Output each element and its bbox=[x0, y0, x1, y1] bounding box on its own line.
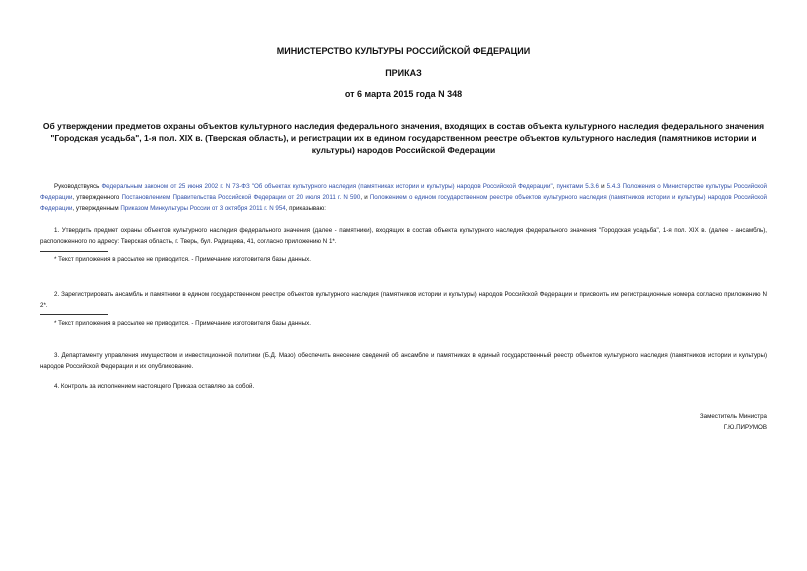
preamble-text: , и bbox=[360, 194, 370, 201]
document-date-number: от 6 марта 2015 года N 348 bbox=[344, 89, 463, 99]
preamble-text: , утвержденного bbox=[72, 194, 122, 201]
item-3-paragraph: 3. Департаменту управления имуществом и инвестиционной политики (Б.Д. Мазо) обеспечить внесение сведений об ансамбле и памятниках в единый государственный реестр объектов культурного наследия (памятников истории и культуры) народов Российской Федерации и их опубликование. bbox=[40, 352, 767, 370]
preamble-text: , утвержденным bbox=[72, 205, 121, 212]
document-title: Об утверждении предметов охраны объектов культурного наследия федерального значения, входящих в состав объекта культурного наследия федерального значения "Городская усадьба", 1-я пол. XIX в. (Тверская область), и регистрации их в едином государственном реестре объектов культурного наследия (памятников истории и культуры) народов Российской Федерации bbox=[42, 121, 765, 155]
document-type: ПРИКАЗ bbox=[385, 68, 422, 78]
item-4-paragraph: 4. Контроль за исполнением настоящего Приказа оставляю за собой. bbox=[54, 383, 255, 390]
item-2-paragraph: 2. Зарегистрировать ансамбль и памятники в едином государственном реестре объектов культурного наследия (памятников истории и культуры) народов Российской Федерации и присвоить им регистрационные номера согласно приложению N 2*. bbox=[40, 291, 767, 309]
signer-name: Г.Ю.ПИРУМОВ bbox=[723, 424, 767, 431]
clause-543-regulation-link[interactable]: 5.4.3 Положения о Министерстве культуры Российской Федерации bbox=[40, 183, 767, 201]
preamble-text: Руководствуясь bbox=[54, 183, 102, 190]
ministry-heading: МИНИСТЕРСТВО КУЛЬТУРЫ РОССИЙСКОЙ ФЕДЕРАЦИИ bbox=[276, 46, 531, 56]
government-resolution-590-link[interactable]: Постановлением Правительства Российской Федерации от 20 июля 2011 г. N 590 bbox=[121, 194, 361, 201]
clause-536-link[interactable]: пунктами 5.3.6 bbox=[556, 183, 599, 190]
preamble-text: , приказываю: bbox=[285, 205, 326, 212]
footnote-divider bbox=[40, 314, 108, 315]
signer-position: Заместитель Министра bbox=[699, 413, 767, 420]
footnote-1: * Текст приложения в рассылке не приводится. - Примечание изготовителя базы данных. bbox=[54, 256, 311, 263]
preamble-text: , bbox=[552, 183, 557, 190]
footnote-2: * Текст приложения в рассылке не приводится. - Примечание изготовителя базы данных. bbox=[54, 320, 311, 327]
registry-regulation-link[interactable]: Положением о едином государственном реестре объектов культурного наследия (памятников истории и культуры) народов Российской Федерации bbox=[40, 194, 767, 212]
item-1-paragraph: 1. Утвердить предмет охраны объектов культурного наследия федерального значения (далее - памятники), входящих в состав объекта культурного наследия федерального значения "Городская усадьба", 1-я пол. XIX в. (далее - ансамбль), расположенного по адресу: Тверская область, г. Тверь, бул. Радищева, 41, согласно приложению N 1*. bbox=[40, 227, 767, 245]
preamble-text: и bbox=[598, 183, 607, 190]
order-954-link[interactable]: Приказом Минкультуры России от 3 октября 2011 г. N 954 bbox=[120, 205, 286, 212]
law-73fz-link[interactable]: Федеральным законом от 25 июня 2002 г. N 73-ФЗ "Об объектах культурного наследия (памятниках истории и культуры) народов Российской Федерации" bbox=[101, 183, 553, 190]
footnote-divider bbox=[40, 251, 108, 252]
preamble-paragraph bbox=[40, 181, 767, 214]
